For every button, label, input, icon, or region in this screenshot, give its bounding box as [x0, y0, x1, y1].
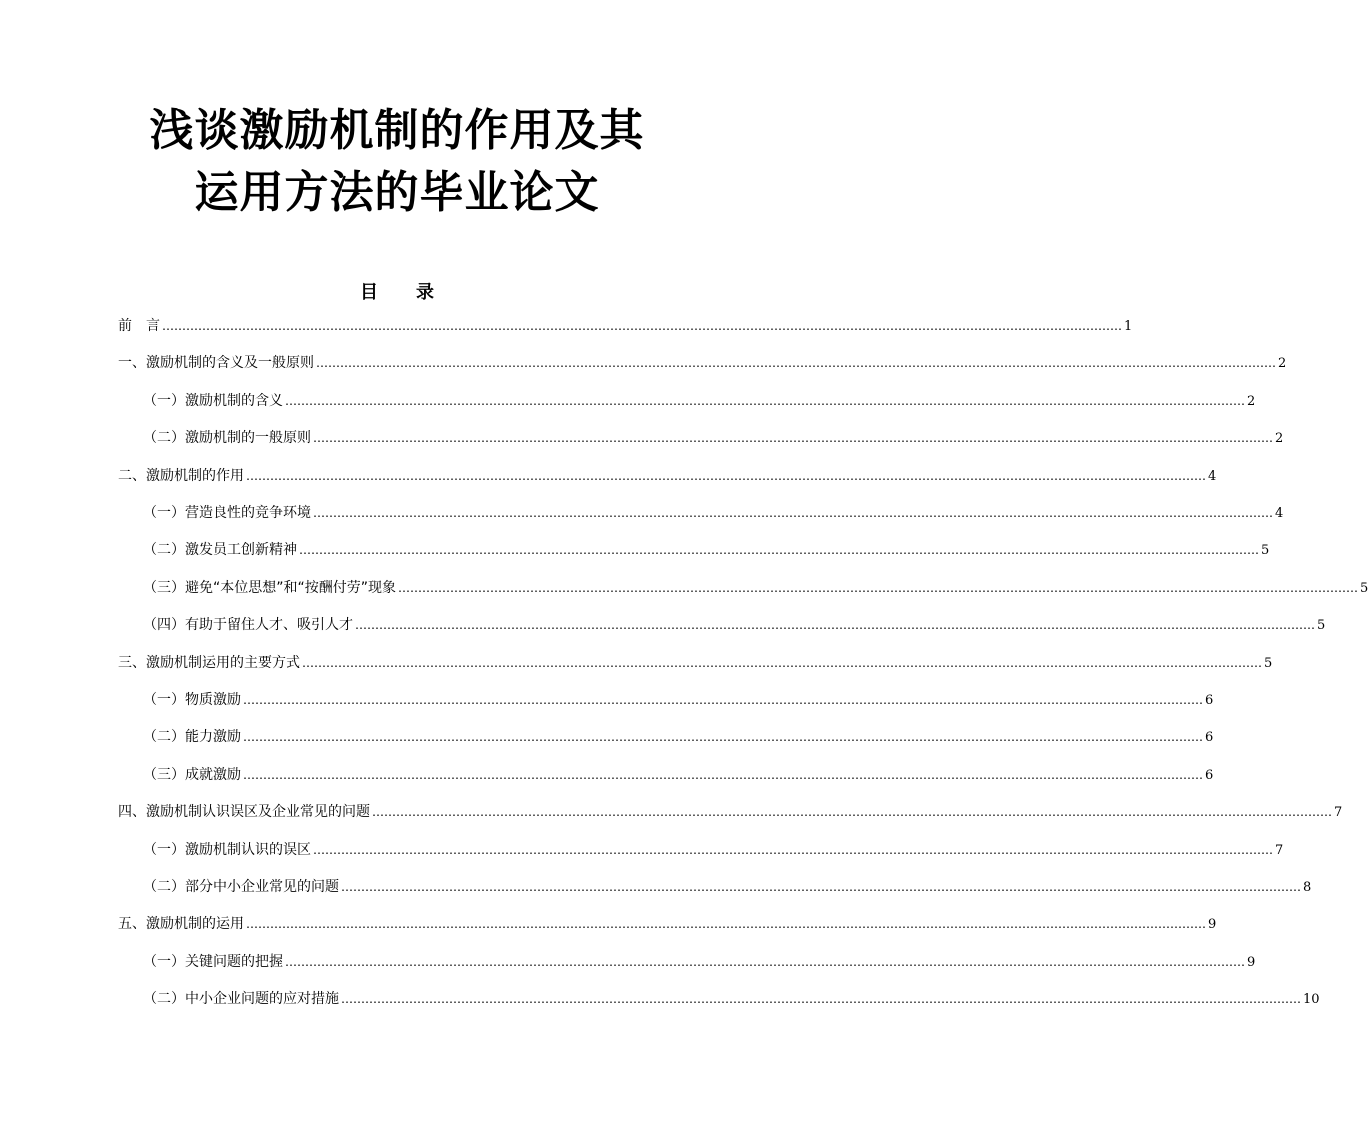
toc-entry-label: （一）关键问题的把握	[143, 954, 283, 970]
toc-entry[interactable]	[143, 876, 1312, 898]
toc-entry-label: 三、激励机制运用的主要方式	[118, 655, 300, 671]
toc-dot-leader: ……………………………………………………………………………………………………………………………………………………………………………………………………………………	[299, 543, 1259, 557]
toc-dot-leader: ……………………………………………………………………………………………………………………………………………………………………………………………………………………	[313, 431, 1273, 445]
toc-dot-leader: ……………………………………………………………………………………………………………………………………………………………………………………………………………………	[246, 917, 1206, 931]
toc-entry-label: 二、激励机制的作用	[118, 468, 244, 484]
toc-entry[interactable]	[118, 315, 1133, 337]
toc-dot-leader: ……………………………………………………………………………………………………………………………………………………………………………………………………………………	[313, 506, 1273, 520]
toc-entry-page-number: 5	[1317, 618, 1326, 633]
toc-entry-label: 前 言	[118, 318, 160, 334]
toc-dot-leader: ……………………………………………………………………………………………………………………………………………………………………………………………………………………	[162, 319, 1122, 333]
toc-entry-page-number: 6	[1205, 730, 1214, 745]
toc-entry[interactable]	[143, 764, 1214, 786]
toc-entry-page-number: 7	[1334, 805, 1343, 820]
toc-entry-label: （三）避免“本位思想”和“按酬付劳”现象	[143, 580, 397, 596]
toc-entry-label: 四、激励机制认识误区及企业常见的问题	[118, 804, 370, 820]
toc-entry[interactable]	[143, 427, 1284, 449]
toc-dot-leader: ……………………………………………………………………………………………………………………………………………………………………………………………………………………	[355, 618, 1315, 632]
toc-entry[interactable]	[143, 539, 1270, 561]
title-line-2: 运用方法的毕业论文	[194, 167, 600, 218]
toc-entry[interactable]	[143, 390, 1256, 412]
toc-dot-leader: ……………………………………………………………………………………………………………………………………………………………………………………………………………………	[341, 992, 1301, 1006]
toc-entry[interactable]	[143, 951, 1256, 973]
toc-entry-page-number: 9	[1247, 955, 1256, 970]
toc-dot-leader: ……………………………………………………………………………………………………………………………………………………………………………………………………………………	[246, 469, 1206, 483]
toc-entry-page-number: 1	[1124, 319, 1133, 334]
toc-entry[interactable]	[118, 913, 1217, 935]
toc-entry-page-number: 10	[1303, 992, 1320, 1007]
toc-dot-leader: ……………………………………………………………………………………………………………………………………………………………………………………………………………………	[285, 394, 1245, 408]
toc-entry-label: （二）中小企业问题的应对措施	[143, 991, 339, 1007]
toc-entry-page-number: 6	[1205, 768, 1214, 783]
toc-entry[interactable]	[143, 689, 1214, 711]
toc-entry[interactable]	[118, 652, 1273, 674]
toc-entry[interactable]	[143, 988, 1320, 1010]
toc-entry-page-number: 7	[1275, 843, 1284, 858]
toc-dot-leader: ……………………………………………………………………………………………………………………………………………………………………………………………………………………	[398, 581, 1359, 595]
toc-dot-leader: ……………………………………………………………………………………………………………………………………………………………………………………………………………………	[243, 693, 1203, 707]
toc-entry-label: （三）成就激励	[143, 767, 241, 783]
toc-entry-page-number: 4	[1275, 506, 1284, 521]
toc-entry[interactable]	[143, 577, 1368, 599]
toc-entry[interactable]	[143, 839, 1284, 861]
toc-entry-page-number: 5	[1264, 656, 1273, 671]
toc-heading-char-1: 目	[360, 282, 378, 303]
toc-entry-page-number: 4	[1208, 469, 1217, 484]
toc-heading-char-2: 录	[416, 282, 434, 303]
toc-dot-leader: ……………………………………………………………………………………………………………………………………………………………………………………………………………………	[316, 356, 1276, 370]
toc-dot-leader: ……………………………………………………………………………………………………………………………………………………………………………………………………………………	[285, 955, 1245, 969]
toc-entry-label: （二）激励机制的一般原则	[143, 430, 311, 446]
toc-entry-page-number: 6	[1205, 693, 1214, 708]
toc-dot-leader: ……………………………………………………………………………………………………………………………………………………………………………………………………………………	[313, 843, 1273, 857]
toc-entry-label: （二）激发员工创新精神	[143, 542, 297, 558]
toc-entry-label: 五、激励机制的运用	[118, 916, 244, 932]
toc-entry-label: 一、激励机制的含义及一般原则	[118, 355, 314, 371]
toc-entry-label: （一）物质激励	[143, 692, 241, 708]
toc-entry[interactable]	[118, 352, 1287, 374]
toc-entry-page-number: 5	[1360, 581, 1368, 596]
toc-entry-page-number: 9	[1208, 917, 1217, 932]
toc-entry-label: （一）营造良性的竞争环境	[143, 505, 311, 521]
toc-entry-label: （二）部分中小企业常见的问题	[143, 879, 339, 895]
toc-entry[interactable]	[143, 502, 1284, 524]
toc-dot-leader: ……………………………………………………………………………………………………………………………………………………………………………………………………………………	[372, 805, 1332, 819]
toc-entry-page-number: 2	[1275, 431, 1284, 446]
toc-entry-label: （四）有助于留住人才、吸引人才	[143, 617, 353, 633]
toc-entry-label: （一）激励机制认识的误区	[143, 842, 311, 858]
toc-entry-page-number: 8	[1303, 880, 1312, 895]
toc-dot-leader: ……………………………………………………………………………………………………………………………………………………………………………………………………………………	[302, 656, 1262, 670]
toc-entry-label: （二）能力激励	[143, 729, 241, 745]
toc-entry-label: （一）激励机制的含义	[143, 393, 283, 409]
toc-entry[interactable]	[143, 726, 1214, 748]
toc-entry-page-number: 5	[1261, 543, 1270, 558]
title-line-1: 浅谈激励机制的作用及其	[149, 105, 645, 156]
toc-dot-leader: ……………………………………………………………………………………………………………………………………………………………………………………………………………………	[341, 880, 1301, 894]
toc-dot-leader: ……………………………………………………………………………………………………………………………………………………………………………………………………………………	[243, 768, 1203, 782]
toc-entry-page-number: 2	[1247, 394, 1256, 409]
toc-entry-page-number: 2	[1278, 356, 1287, 371]
toc-entry[interactable]	[143, 614, 1326, 636]
toc-dot-leader: ……………………………………………………………………………………………………………………………………………………………………………………………………………………	[243, 730, 1203, 744]
toc-entry[interactable]	[118, 465, 1217, 487]
toc-entry[interactable]	[118, 801, 1343, 823]
